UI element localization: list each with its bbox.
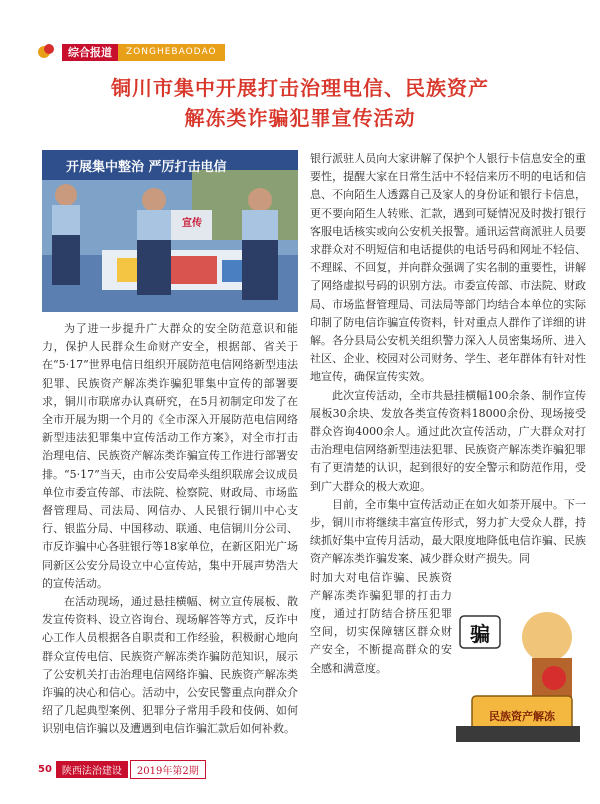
magazine-name: 陕西法治建设 xyxy=(56,761,128,778)
magazine-logo-icon xyxy=(38,44,56,60)
photo-banner-text: 开展集中整治 严厉打击电信 xyxy=(66,160,227,175)
event-photo xyxy=(42,150,298,312)
article-column-left xyxy=(42,320,298,739)
stamp-text: 民族资产解冻 xyxy=(489,710,555,723)
page-number: 50 xyxy=(38,764,52,775)
section-tag: 综合报道 xyxy=(62,44,118,61)
article-paragraph: 银行派驻人员向大家讲解了保护个人银行卡信息安全的重要性，提醒大家在日常生活中不轻信来历不明的电话和信息、不向陌生人透露自己及家人的身份证和银行卡信息，更不要向陌生人转账、汇款，遇到可疑情况及时拨打银行客服电话核实或向公安机关报警。通讯运营商派驻人员要求群众对不明短信和电话提供的电话号码和网址不轻信、不理睬、不回复，并向群众强调了实名制的重要性，讲解了网络虚拟号码的识别方法。市委宣传部、市法院、财政局、市场监督管理局、司法局等部门均结合本单位的实际印制了防电信诈骗宣传资料，针对重点人群作了详细的讲解。各分县局公安机关组织警力深入人员密集场所、进入社区、企业、校园对公司财务、学生、老年群体有针对性地宣传，确保宣传实效。 xyxy=(310,152,586,384)
article-title-line-2: 解冻类诈骗犯罪宣传活动 xyxy=(184,106,416,130)
article-paragraph: 目前，全市集中宣传活动正在如火如荼开展中。下一步，铜川市将继续丰富宣传形式，努力扩大受众人群，持续抓好集中宣传月活动，最大限度地降低电信诈骗、民族资产解冻类诈骗发案、减少群众财产损失。同 xyxy=(310,497,586,566)
article-paragraph: 在活动现场，通过悬挂横幅、树立宣传展板、散发宣传资料、设立咨询台、现场解答等方式，反诈中心工作人员根据各自职责和工作经验，积极耐心地向群众宣传电信、民族资产解冻类诈骗防范知识，展示了公安机关打击治理电信网络诈骗、民族资产解冻类诈骗的决心和信心。活动中，公安民警重点向群众介绍了几起典型案例、犯罪分子常用手段和伎俩、如何识别电信诈骗以及遭遇到电信诈骗汇款后如何补救。 xyxy=(42,595,298,736)
anti-fraud-illustration xyxy=(452,608,586,748)
issue-label: 2019年第2期 xyxy=(130,760,206,779)
section-tag-english: ZONGHEBAODAO xyxy=(118,44,225,61)
section-header xyxy=(38,44,225,60)
article-title-line-1: 铜川市集中开展打击治理电信、民族资产 xyxy=(111,76,489,100)
article-paragraph-wrapped: 时加大对电信诈骗、民族资产解冻类诈骗犯罪的打击力度，通过打防结合挤压犯罪空间，切实保障辖区群众财产安全，不断提高群众的安全感和满意度。 xyxy=(310,570,452,675)
article-column-right xyxy=(310,150,586,678)
article-paragraph: 为了进一步提升广大群众的安全防范意识和能力，保护人民群众生命财产安全，根据部、省关于在“5·17”世界电信日组织开展防范电信网络新型违法犯罪、民族资产解冻类诈骗犯罪集中宣传的部署要求，铜川市联席办认真研究，在5月初制定印发了在全市开展为期一个月的《全市深入开展防范电信网络新型违法犯罪集中宣传活动工作方案》，对全市打击治理电信、民族资产解冻类诈骗宣传工作进行部署安排。“5·17”当天，由市公安局牵头组织联席会议成员单位市委宣传部、市法院、检察院、财政局、市场监督管理局、司法局、网信办、人民银行铜川中心支行、银监分局、中国移动、联通、电信铜川分公司、市反诈骗中心各驻银行等18家单位，在新区阳光广场同新区公安分局设立中心宣传站，集中开展声势浩大的宣传活动。 xyxy=(42,322,298,590)
article-paragraph: 此次宣传活动，全市共悬挂横幅100余条、制作宣传展板30余块、发放各类宣传资料18000余份、现场接受群众咨询4000余人。通过此次宣传活动，广大群众对打击治理电信网络新型违法犯罪、民族资产解冻类诈骗犯罪有了更清楚的认识，起到很好的安全警示和防范作用，受到广大群众的极大欢迎。 xyxy=(310,388,586,493)
page-footer xyxy=(38,760,206,779)
scam-character: 骗 xyxy=(470,622,490,646)
photo-table-sign: 宣传 xyxy=(182,218,202,229)
